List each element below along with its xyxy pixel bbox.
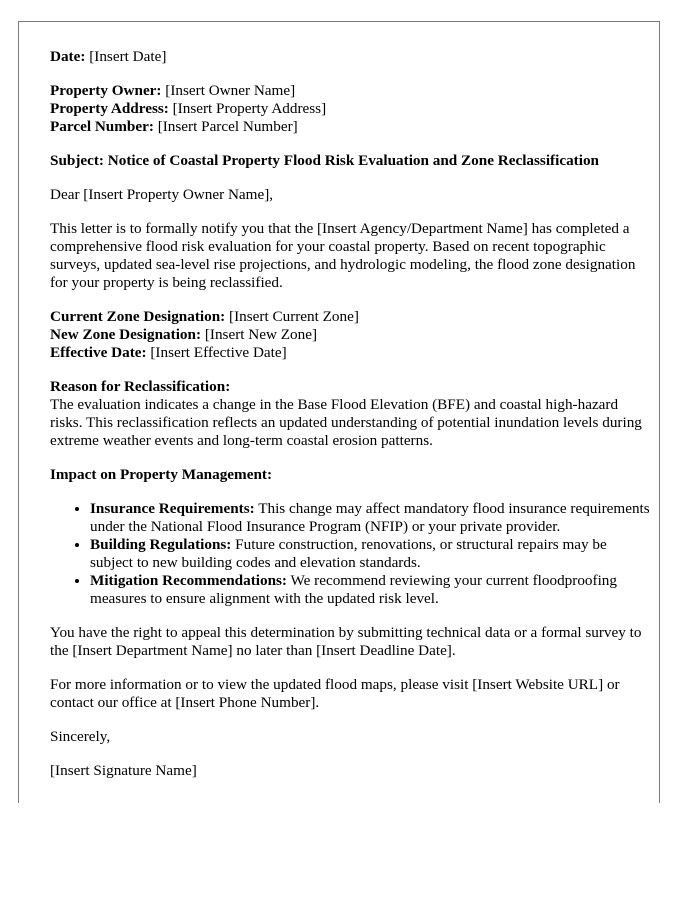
parcel-line: [50, 118, 650, 136]
closing: Sincerely,: [50, 728, 111, 745]
owner-value: [Insert Owner Name]: [161, 82, 296, 99]
reason-text: The evaluation indicates a change in the Base Flood Elevation (BFE) and coastal high-hazard risks. This reclassification reflects an updated understanding of potential inundation levels during extreme weather events and long-term coastal erosion patterns.: [50, 396, 642, 449]
address-value: [Insert Property Address]: [168, 100, 327, 117]
effective-date-label: Effective Date:: [50, 344, 147, 361]
effective-date-value: [Insert Effective Date]: [146, 344, 287, 361]
intro-paragraph: This letter is to formally notify you that the [Insert Agency/Department Name] has completed a comprehensive flood risk evaluation for your coastal property. Based on recent topographic surveys, updated sea-level rise projections, and hydrologic modeling, the flood zone designation for your property is being reclassified.: [50, 220, 636, 291]
property-info: [50, 82, 650, 136]
subject-text: Subject: Notice of Coastal Property Flood Risk Evaluation and Zone Reclassification: [50, 152, 599, 169]
impact-list: [50, 500, 650, 608]
date-line: [50, 48, 650, 66]
contact-paragraph: For more information or to view the updated flood maps, please visit [Insert Website URL] or contact our office at [Insert Phone Number].: [50, 676, 620, 711]
owner-line: [50, 82, 650, 100]
signature-name: [Insert Signature Name]: [50, 762, 197, 779]
parcel-value: [Insert Parcel Number]: [153, 118, 298, 135]
subject-line: [50, 152, 650, 170]
list-item: [90, 572, 650, 608]
reason-section: [50, 378, 650, 450]
impact-label: Building Regulations:: [90, 536, 232, 553]
appeal-paragraph: You have the right to appeal this determination by submitting technical data or a formal survey to the [Insert Department Name] no later than [Insert Deadline Date].: [50, 624, 642, 659]
impact-heading-block: [50, 466, 650, 484]
parcel-label: Parcel Number:: [50, 118, 154, 135]
impact-heading: Impact on Property Management:: [50, 466, 273, 483]
effective-date-line: [50, 344, 650, 362]
zone-info: [50, 308, 650, 362]
salutation: Dear [Insert Property Owner Name],: [50, 186, 274, 203]
impact-label: Mitigation Recommendations:: [90, 572, 287, 589]
address-label: Property Address:: [50, 100, 169, 117]
current-zone-label: Current Zone Designation:: [50, 308, 226, 325]
impact-text: This change may affect mandatory flood insurance requirements under the National Flood Insurance Program (NFIP) or your private provider.: [90, 500, 650, 535]
reason-heading: Reason for Reclassification:: [50, 378, 231, 395]
date-label: Date:: [50, 48, 86, 65]
owner-label: Property Owner:: [50, 82, 162, 99]
letter-body: [50, 48, 650, 796]
list-item: [90, 536, 650, 572]
new-zone-label: New Zone Designation:: [50, 326, 202, 343]
impact-label: Insurance Requirements:: [90, 500, 255, 517]
new-zone-value: [Insert New Zone]: [201, 326, 317, 343]
impact-text: We recommend reviewing your current floodproofing measures to ensure alignment with the updated risk level.: [90, 572, 617, 607]
date-value: [Insert Date]: [85, 48, 167, 65]
new-zone-line: [50, 326, 650, 344]
letter-page: [18, 21, 660, 803]
list-item: [90, 500, 650, 536]
impact-text: Future construction, renovations, or structural repairs may be subject to new building codes and elevation standards.: [90, 536, 607, 571]
current-zone-value: [Insert Current Zone]: [225, 308, 359, 325]
current-zone-line: [50, 308, 650, 326]
address-line: [50, 100, 650, 118]
